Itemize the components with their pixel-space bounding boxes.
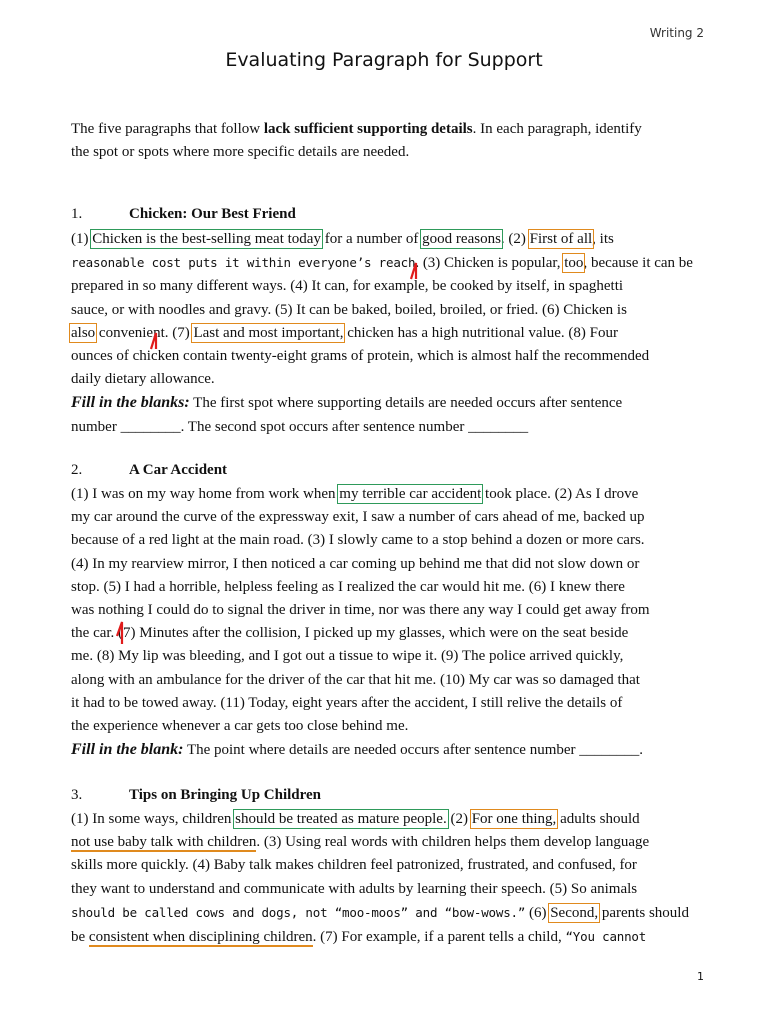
s3-line-1: (1) In some ways, children should be treated as mature people. (2) For one thing, adults should bbox=[71, 811, 640, 827]
intro-emphasis: lack sufficient supporting details bbox=[263, 121, 473, 137]
green-highlight-box: should be treated as mature people. bbox=[235, 811, 447, 827]
section-2-paragraph bbox=[71, 483, 711, 762]
s2-fill-in: Fill in the blank: The point where details are needed occurs after sentence number ________. bbox=[71, 741, 644, 759]
s2-line-8: me. (8) My lip was bleeding, and I got out a tissue to wipe it. (9) The police arrived quickly, bbox=[71, 648, 624, 665]
orange-highlight-box: also bbox=[71, 324, 96, 341]
section-1-paragraph bbox=[71, 228, 711, 439]
s2-line-10: it had to be towed away. (11) Today, eight years after the accident, I still relive the details of bbox=[71, 694, 623, 711]
section-2-heading: 2. A Car Accident bbox=[71, 462, 228, 478]
s3-line-6: be consistent when disciplining children. (7) For example, if a parent tells a child, “You cannot bbox=[71, 929, 647, 946]
orange-highlight-box: Last and most important, bbox=[193, 324, 344, 341]
orange-highlight-box: too bbox=[564, 255, 584, 272]
s1-line-5: also convenient. (7) Last and most important, chicken has a high nutritional value. (8) Four bbox=[71, 322, 711, 345]
orange-underline: consistent when disciplining children bbox=[88, 929, 313, 946]
s2-line-5: stop. (5) I had a horrible, helpless feeling as I realized the car would hit me. (6) I knew there bbox=[71, 578, 625, 595]
s2-line-1: (1) I was on my way home from work when my terrible car accident took place. (2) As I drove bbox=[71, 486, 639, 502]
green-highlight-box: good reasons bbox=[422, 231, 501, 247]
section-3-paragraph bbox=[71, 808, 711, 949]
s1-line-6: ounces of chicken contain twenty-eight grams of protein, which is almost half the recommended bbox=[71, 348, 650, 365]
s2-line-7: the car. (7) Minutes after the collision, I picked up my glasses, which were on the seat beside bbox=[71, 622, 711, 645]
course-label: Writing 2 bbox=[649, 26, 704, 40]
s2-line-9: along with an ambulance for the driver of the car that hit me. (10) My car was so damaged that bbox=[71, 671, 640, 688]
s3-line-3: skills more quickly. (4) Baby talk makes children feel patronized, frustrated, and confused, for bbox=[71, 857, 637, 874]
s2-line-3: because of a red light at the main road. (3) I slowly came to a stop behind a dozen or more cars. bbox=[71, 532, 645, 549]
green-highlight-box: Chicken is the best-selling meat today bbox=[92, 231, 321, 247]
orange-highlight-box: Second, bbox=[550, 904, 599, 921]
page-title: Evaluating Paragraph for Support bbox=[225, 49, 543, 71]
page-number: 1 bbox=[697, 970, 704, 983]
s1-fill-in: Fill in the blanks: The first spot where supporting details are needed occurs after sentence bbox=[71, 394, 623, 412]
s2-line-6: was nothing I could do to signal the driver in time, nor was there any way I could get away from bbox=[71, 602, 650, 619]
orange-underline: not use baby talk with children bbox=[71, 834, 257, 851]
s2-line-2: my car around the curve of the expressway exit, I saw a number of cars ahead of me, backed up bbox=[71, 509, 645, 526]
orange-highlight-box: First of all bbox=[529, 231, 593, 247]
section-3-heading: 3. Tips on Bringing Up Children bbox=[71, 787, 322, 803]
green-highlight-box: my terrible car accident bbox=[339, 486, 482, 502]
s1-fill-in-line-2: number ________. The second spot occurs after sentence number ________ bbox=[71, 418, 529, 435]
s3-line-4: they want to understand and communicate with adults by learning their speech. (5) So animals bbox=[71, 880, 638, 897]
s3-line-5: should be called cows and dogs, not “moo-moos” and “bow-wows.” (6) Second, parents should bbox=[71, 904, 689, 921]
s1-line-1: (1) Chicken is the best-selling meat today for a number of good reasons. (2) First of all, its bbox=[71, 231, 614, 247]
s2-line-4: (4) In my rearview mirror, I then noticed a car coming up behind me that did not slow down or bbox=[71, 555, 640, 572]
s1-line-3: prepared in so many different ways. (4) It can, for example, be cooked by itself, in spaghetti bbox=[71, 278, 624, 295]
intro-paragraph: The five paragraphs that follow lack sufficient supporting details. In each paragraph, identify the spot or spots where more specific details are needed. bbox=[71, 121, 642, 160]
s1-line-4: sauce, or with noodles and gravy. (5) It can be baked, boiled, broiled, or fried. (6) Chicken is bbox=[71, 301, 627, 318]
s1-line-7: daily dietary allowance. bbox=[71, 371, 215, 388]
s3-line-2: not use baby talk with children. (3) Using real words with children helps them develop language bbox=[71, 834, 650, 851]
section-1-heading: 1. Chicken: Our Best Friend bbox=[71, 206, 296, 222]
s2-line-11: the experience whenever a car gets too close behind me. bbox=[71, 718, 409, 735]
orange-highlight-box: For one thing, bbox=[471, 811, 557, 827]
s1-line-2: reasonable cost puts it within everyone’s reach . (3) Chicken is popular, too, because it can be bbox=[71, 251, 711, 275]
